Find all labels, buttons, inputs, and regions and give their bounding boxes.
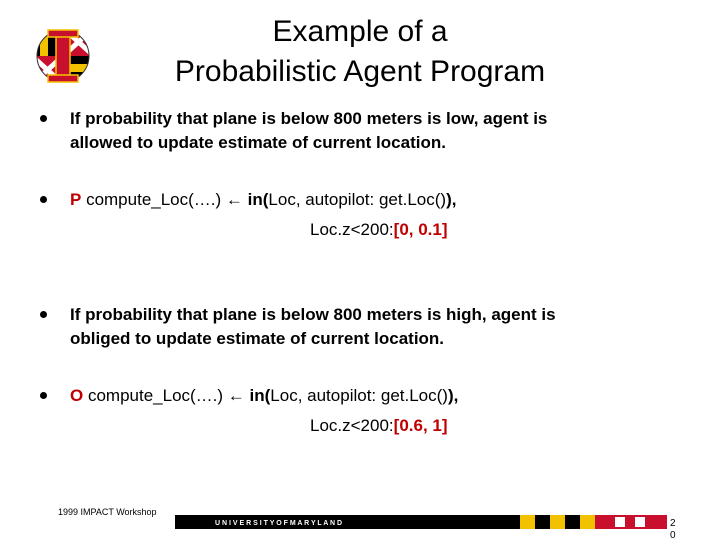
footer-university: U N I V E R S I T Y O F M A R Y L A N D (215, 520, 343, 527)
footer-workshop: 1999 IMPACT Workshop (58, 507, 157, 517)
rule-p-interval: [0, 0.1] (393, 220, 448, 239)
slide-title (110, 12, 610, 92)
title-line-1: Example of a (272, 15, 448, 48)
rule-o-interval: [0.6, 1] (393, 416, 448, 435)
rule-p-in-keyword: in( (242, 190, 269, 209)
rule-o-line-2 (310, 414, 448, 438)
left-arrow-icon: ← (227, 386, 245, 405)
rule-o-in-keyword: in( (244, 386, 271, 405)
rule-p-line-1 (70, 188, 456, 212)
rule-o-close: ), (447, 386, 459, 405)
bullet-3-line-1: If probability that plane is below 800 meters is high, agent is (70, 305, 556, 324)
page-number (670, 518, 676, 542)
bullet-dot (40, 311, 47, 318)
rule-o-modality: O (70, 386, 84, 405)
bullet-dot (40, 115, 47, 122)
rule-o-call: compute_Loc(….) (83, 386, 228, 405)
bullet-1-line-2: allowed to update estimate of current location. (70, 133, 446, 152)
title-line-2: Probabilistic Agent Program (174, 55, 546, 88)
bullet-text-3 (70, 303, 556, 351)
bullet-text-1 (70, 107, 547, 155)
rule-p-line-2 (310, 218, 448, 242)
rule-o-line-1 (70, 384, 458, 408)
rule-o-condition: Loc.z<200: (310, 416, 394, 435)
page-number-line-2: 0 (670, 530, 676, 541)
rule-p-args: Loc, autopilot: get.Loc() (268, 190, 447, 209)
bullet-1-line-1: If probability that plane is below 800 meters is low, agent is (70, 109, 548, 128)
maryland-logo-icon (32, 28, 94, 84)
rule-p-call: compute_Loc(….) (81, 190, 226, 209)
maryland-flag-banner (175, 515, 667, 529)
page-number-line-1: 2 (670, 518, 676, 529)
bullet-3-line-2: obliged to update estimate of current location. (70, 329, 445, 348)
bullet-dot (40, 196, 47, 203)
rule-o-args: Loc, autopilot: get.Loc() (270, 386, 448, 405)
left-arrow-icon: ← (225, 190, 243, 209)
rule-p-modality: P (70, 190, 82, 209)
bullet-dot (40, 392, 47, 399)
rule-p-condition: Loc.z<200: (310, 220, 394, 239)
rule-p-close: ), (446, 190, 457, 209)
